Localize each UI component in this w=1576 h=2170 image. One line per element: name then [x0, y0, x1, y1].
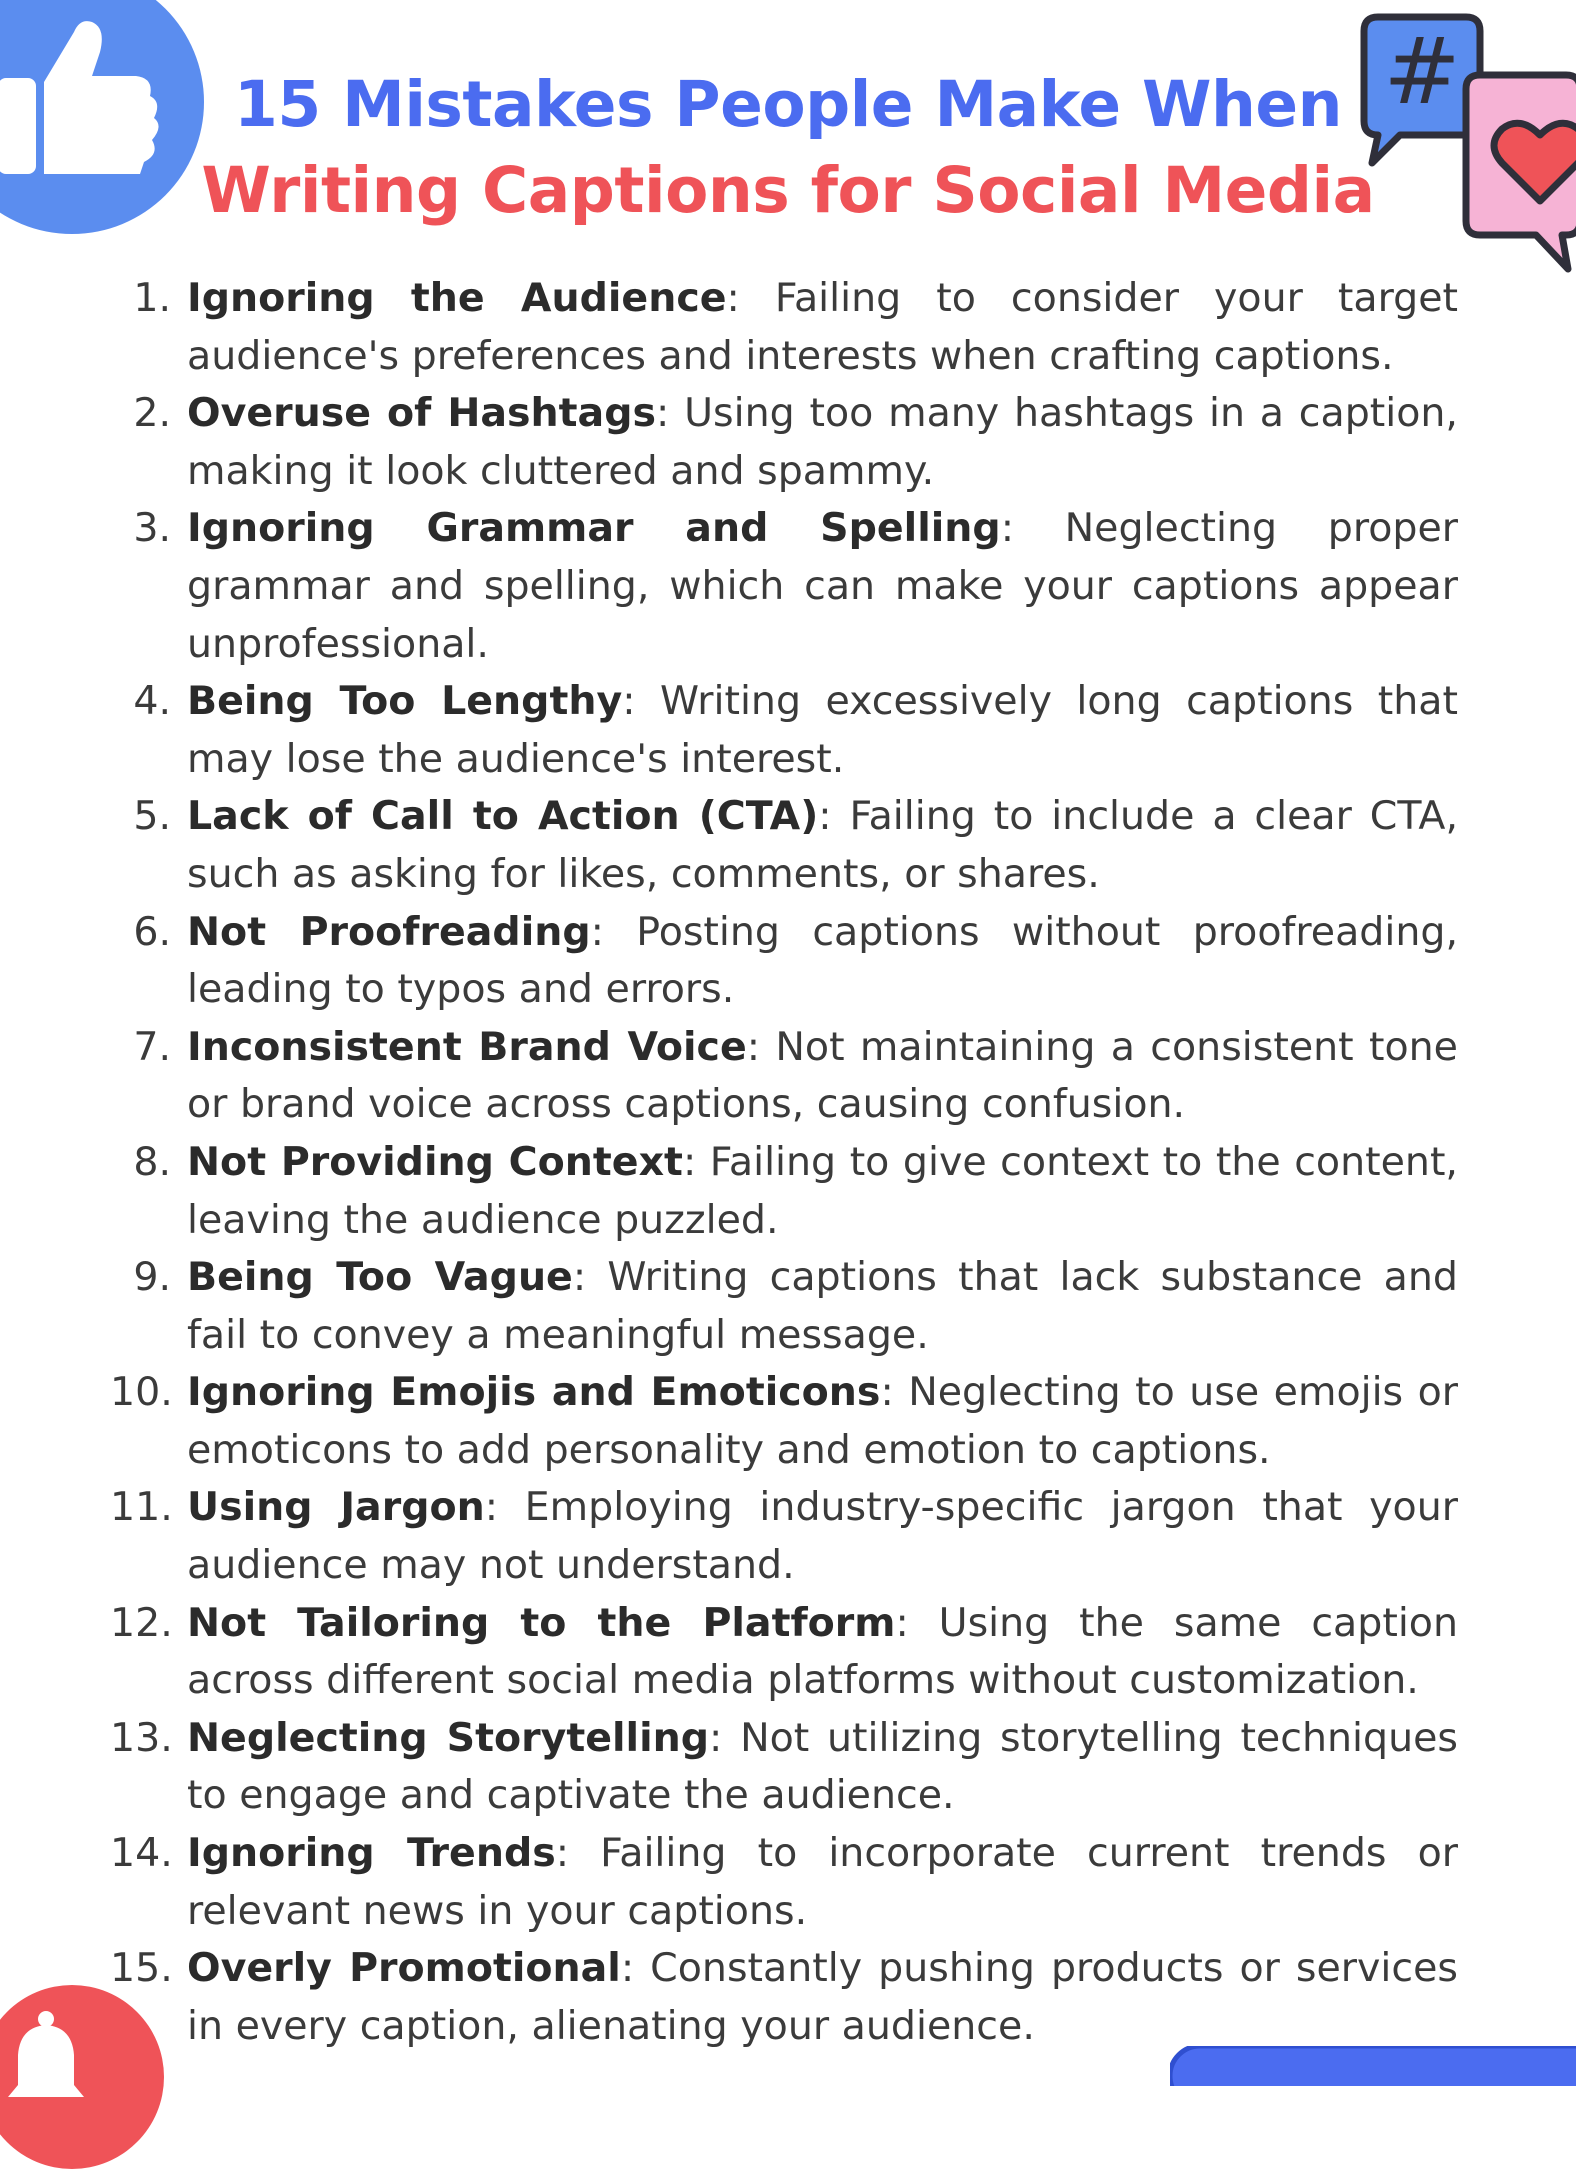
item-heading: Inconsistent Brand Voice [187, 1023, 747, 1070]
item-text: : Writing captions that lack substance and fail to convey a meaningful message. [187, 1254, 1458, 1358]
item-number: 13. [110, 1714, 173, 1761]
list-item [110, 1825, 1458, 1940]
item-text: : Using the same caption across different social media platforms without customization. [187, 1599, 1458, 1704]
item-text: : Failing to give context to the content, leaving the audience puzzled. [187, 1138, 1458, 1243]
item-heading: Overly Promotional [187, 1945, 621, 1992]
item-number: 5. [133, 793, 171, 840]
item-number: 15. [110, 1945, 173, 1992]
svg-text:#: # [1383, 18, 1461, 125]
list-item [120, 500, 1458, 673]
item-heading: Lack of Call to Action (CTA) [187, 793, 819, 840]
list-item [110, 1710, 1458, 1825]
item-text: : Neglecting proper grammar and spelling, which can make your captions appear unprofessional. [187, 505, 1458, 667]
list-item [120, 904, 1458, 1019]
list-item [120, 788, 1458, 903]
item-heading: Not Providing Context [187, 1138, 683, 1185]
item-text: : Not maintaining a consistent tone or brand voice across captions, causing confusion. [187, 1023, 1458, 1128]
item-number: 1. [133, 275, 171, 321]
list-item [120, 1249, 1458, 1364]
item-heading: Neglecting Storytelling [187, 1714, 710, 1761]
list-item [110, 1479, 1458, 1594]
decorative-bar [1170, 2046, 1576, 2086]
list-item [120, 270, 1458, 385]
item-number: 10. [110, 1369, 173, 1416]
item-number: 12. [110, 1599, 173, 1646]
item-number: 3. [133, 505, 171, 552]
bell-icon [0, 1985, 165, 2170]
item-text: : Employing industry-specific jargon that your audience may not understand. [187, 1484, 1458, 1589]
title-line-1: 15 Mistakes People Make When [234, 68, 1342, 141]
item-number: 7. [133, 1023, 171, 1070]
item-text: : Posting captions without proofreading, leading to typos and errors. [187, 908, 1459, 1013]
item-heading: Ignoring Emojis and Emoticons [187, 1369, 881, 1416]
list-item [120, 1134, 1458, 1249]
list-item [120, 1019, 1458, 1134]
item-number: 9. [133, 1254, 171, 1301]
list-item [110, 1364, 1459, 1479]
list-item [110, 1595, 1458, 1710]
item-number: 14. [110, 1830, 173, 1877]
list-item [110, 1940, 1458, 2055]
item-text: : Not utilizing storytelling techniques to engage and captivate the audience. [187, 1714, 1458, 1819]
item-heading: Ignoring Trends [187, 1830, 556, 1877]
mistakes-list [110, 270, 1459, 2055]
item-heading: Not Proofreading [187, 908, 591, 955]
page-title [0, 62, 1576, 234]
item-text: : Failing to consider your target audience's preferences and interests when crafting captions. [187, 275, 1459, 379]
item-number: 8. [133, 1138, 171, 1185]
item-number: 4. [133, 678, 171, 725]
item-text: : Neglecting to use emojis or emoticons to add personality and emotion to captions. [187, 1369, 1459, 1473]
item-heading: Ignoring Grammar and Spelling [187, 505, 1001, 552]
item-number: 2. [133, 390, 171, 437]
item-heading: Ignoring the Audience [187, 275, 727, 321]
item-heading: Being Too Vague [187, 1254, 573, 1301]
item-heading: Not Tailoring to the Platform [187, 1599, 896, 1646]
item-number: 6. [133, 908, 171, 955]
list-item [120, 673, 1458, 788]
title-line-2: Writing Captions for Social Media [201, 154, 1375, 227]
item-text: : Constantly pushing products or services in every caption, alienating your audience. [187, 1945, 1458, 2049]
item-heading: Being Too Lengthy [187, 678, 623, 725]
item-number: 11. [110, 1484, 173, 1531]
item-heading: Using Jargon [187, 1484, 485, 1531]
item-text: : Failing to incorporate current trends or relevant news in your captions. [187, 1830, 1458, 1934]
list-item [120, 385, 1458, 500]
item-text: : Failing to include a clear CTA, such as asking for likes, comments, or shares. [187, 793, 1458, 897]
item-heading: Overuse of Hashtags [187, 390, 656, 437]
item-text: : Writing excessively long captions that may lose the audience's interest. [187, 678, 1458, 782]
item-text: : Using too many hashtags in a caption, making it look cluttered and spammy. [187, 390, 1458, 494]
